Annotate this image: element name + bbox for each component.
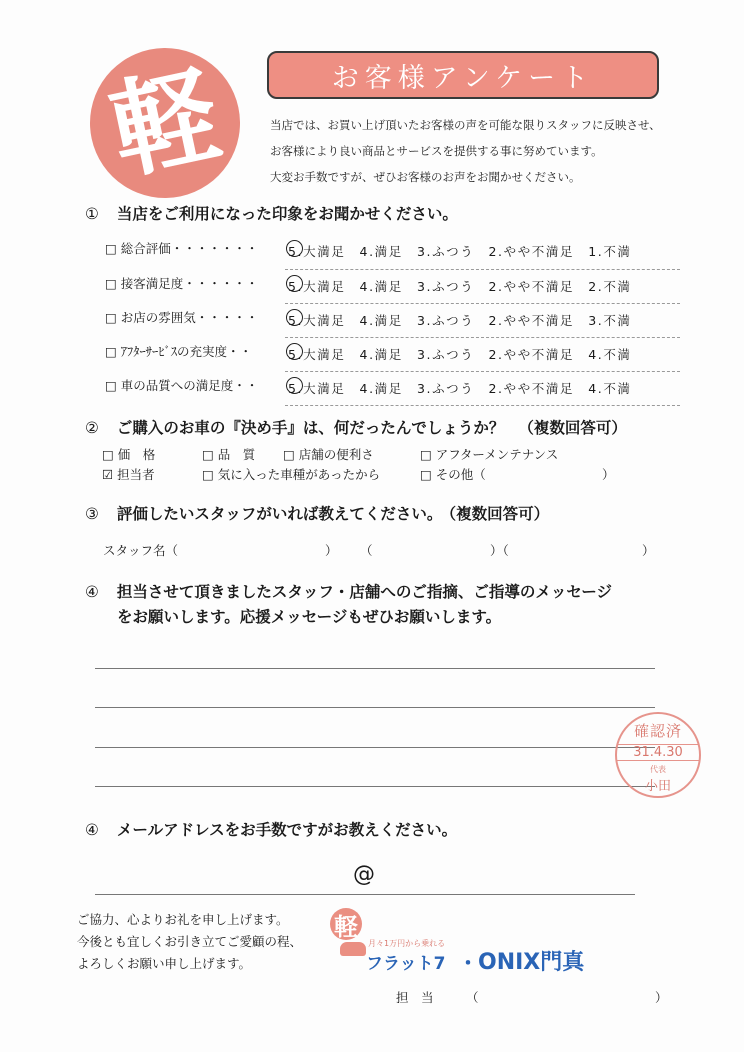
q2-option-staff[interactable]: ☑ 担当者 — [102, 467, 155, 482]
staff-paren-open: （ — [360, 543, 373, 558]
thanks-line-1: ご協力、心よりお礼を申し上げます。 — [77, 912, 289, 927]
staff-name-label: スタッフ名（ — [103, 543, 179, 558]
divider — [285, 405, 680, 406]
q1-row-label[interactable]: □ 総合評価・・・・・・・ — [105, 241, 259, 256]
intro-line-3: 大変お手数ですが、ぜひお客様のお声をお聞かせください。 — [270, 170, 581, 184]
q4-number: ④ — [85, 583, 99, 601]
q2-option-price[interactable]: □ 価 格 — [102, 447, 156, 462]
q3-heading — [85, 502, 549, 524]
intro-line-2: お客様により良い商品とサービスを提供する事に努めています。 — [270, 144, 603, 158]
q4-title-line-2: をお願いします。応援メッセージもぜひお願いします。 — [117, 608, 502, 626]
q3-number: ③ — [85, 505, 99, 523]
car-icon — [340, 942, 366, 956]
stamp-date: 31.4.30 — [617, 744, 699, 761]
q2-option-quality[interactable]: □ 品 質 — [202, 447, 256, 462]
page-title — [267, 51, 659, 99]
q5-title: メールアドレスをお手数ですがお教えください。 — [116, 821, 458, 839]
q1-heading — [85, 202, 458, 224]
q4-title-line-1: 担当させて頂きましたスタッフ・店舗へのご指摘、ご指導のメッセージ — [116, 583, 612, 601]
q2-number: ② — [85, 419, 99, 437]
q2-option-favorite-model[interactable]: □ 気に入った車種があったから — [202, 467, 381, 482]
q1-row-label[interactable]: □ お店の雰囲気・・・・・ — [105, 310, 259, 325]
q3-note: （複数回答可） — [448, 505, 550, 523]
q1-number: ① — [85, 205, 99, 223]
staff-paren-close: ） — [642, 543, 655, 558]
message-line[interactable] — [95, 747, 655, 748]
divider — [285, 303, 680, 304]
q1-row-options[interactable]: 5.大満足 4.満足 3.ふつう 2.やや不満足 3.不満 — [288, 313, 632, 328]
tantou-paren-open: （ — [466, 990, 479, 1005]
divider — [285, 337, 680, 338]
tantou-paren-close: ） — [655, 990, 668, 1005]
thanks-line-2: 今後とも宜しくお引き立てご愛顧の程、 — [77, 934, 303, 949]
email-input-line[interactable] — [95, 894, 635, 895]
q2-option-after-maintenance[interactable]: □ アフターメンテナンス — [420, 447, 559, 462]
q2-title: ご購入のお車の『決め手』は、何だったんでしょうか？ — [116, 419, 505, 437]
q5-number: ④ — [85, 821, 99, 839]
q2-option-other[interactable]: □ その他（ — [420, 467, 486, 482]
q2-option-store-convenience[interactable]: □ 店舗の便利さ — [283, 447, 374, 462]
q2-other-close-paren: ） — [602, 467, 615, 482]
staff-paren-mid: ）（ — [490, 543, 509, 558]
q1-row-options[interactable]: 5.大満足 4.満足 3.ふつう 2.やや不満足 1.不満 — [288, 244, 632, 259]
page-title-text: お客様アンケート — [331, 62, 595, 94]
brand-logo-char: 軽 — [334, 911, 358, 941]
brand-onix-kadoma: ONIX門真 — [478, 950, 585, 975]
q1-row-options[interactable]: 5.大満足 4.満足 3.ふつう 2.やや不満足 2.不満 — [288, 279, 632, 294]
staff-paren-close: ） — [325, 543, 338, 558]
q4-heading — [85, 580, 612, 602]
stamp-role: 代表 — [650, 765, 666, 774]
stamp-name: 小田 — [644, 779, 671, 794]
q1-row-label[interactable]: □ 車の品質への満足度・・ — [105, 378, 259, 393]
thanks-line-3: よろしくお願い申し上げます。 — [77, 956, 252, 971]
tantou-label: 担 当 — [396, 990, 434, 1005]
q1-row-options[interactable]: 5.大満足 4.満足 3.ふつう 2.やや不満足 4.不満 — [288, 347, 632, 362]
divider — [285, 371, 680, 372]
message-line[interactable] — [95, 668, 655, 669]
brand-flat7: フラット7 — [366, 954, 446, 974]
brand-tagline: 月々1万円から乗れる — [368, 939, 446, 948]
q1-row-options[interactable]: 5.大満足 4.満足 3.ふつう 2.やや不満足 4.不満 — [288, 381, 632, 396]
q1-row-label[interactable]: □ 接客満足度・・・・・・ — [105, 276, 259, 291]
message-line[interactable] — [95, 786, 655, 787]
approval-stamp — [615, 712, 701, 798]
brand-logo-mark — [330, 908, 362, 940]
staff-name-field-2[interactable] — [375, 540, 485, 560]
stamp-confirmed: 確認済 — [633, 722, 682, 740]
q1-title: 当店をご利用になった印象をお聞かせください。 — [116, 205, 458, 223]
q1-row-label[interactable]: □ ｱﾌﾀｰｻｰﾋﾞｽの充実度・・ — [105, 344, 253, 359]
staff-name-field-1[interactable] — [195, 540, 320, 560]
email-at-sign: @ — [353, 862, 375, 887]
divider — [285, 269, 680, 270]
q2-note: （複数回答可） — [518, 419, 627, 437]
staff-name-field-3[interactable] — [525, 540, 637, 560]
brand-separator: ・ — [458, 951, 478, 975]
shop-logo-stamp — [76, 34, 254, 212]
q2-heading — [85, 416, 627, 438]
q3-title: 評価したいスタッフがいれば教えてください。 — [116, 505, 443, 523]
logo-character: 軽 — [100, 50, 230, 195]
intro-line-1: 当店では、お買い上げ頂いたお客様の声を可能な限りスタッフに反映させ、 — [270, 118, 661, 132]
q5-heading — [85, 818, 457, 840]
message-line[interactable] — [95, 707, 655, 708]
tantou-field[interactable] — [482, 986, 652, 1006]
